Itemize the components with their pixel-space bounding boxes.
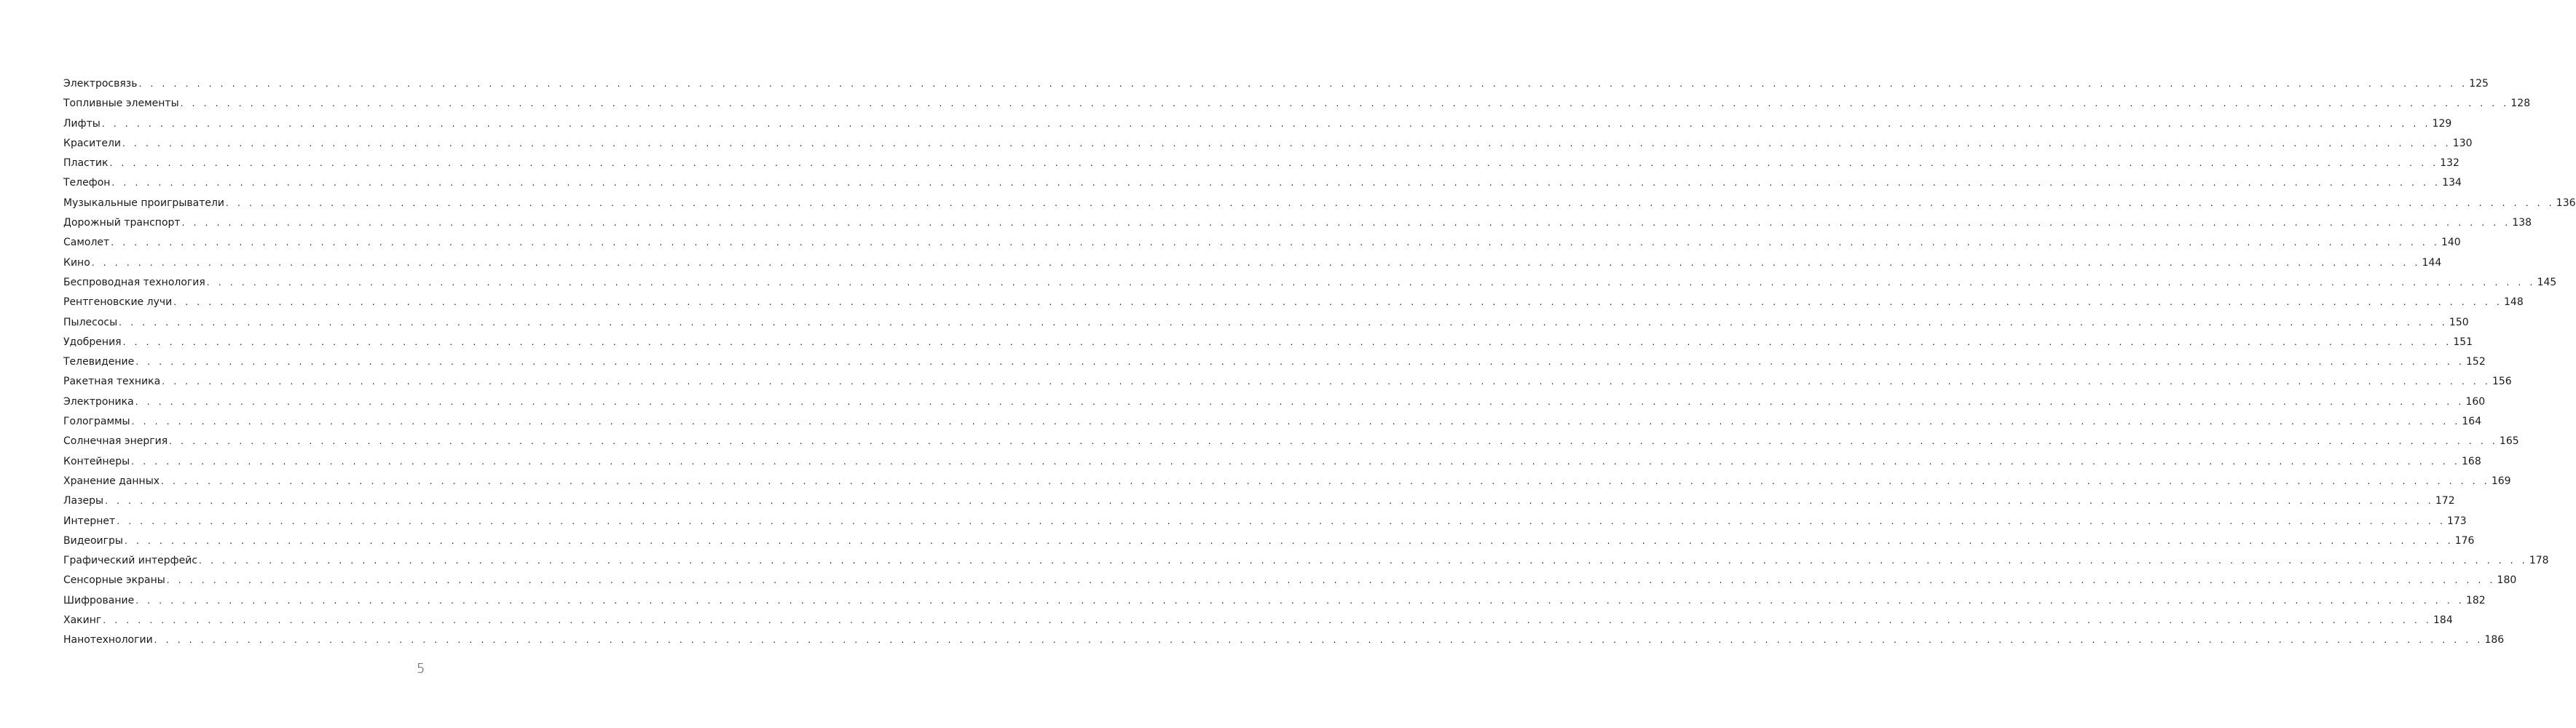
toc-entry-page: 180 — [2497, 574, 2517, 587]
toc-entry — [63, 233, 2461, 253]
dot-leader: . . . . . . . . . . . . . . . . . . . . . . . . . . . . . . . . . . . . . . . . . . . . . . . . . . . . . . . . . . . . . . . . . . . . . . . . . . . . . . . . . . . . . . . . . . . . . . . . . . . . . . . . . . . . . . . . . . . . . . . . . . . . . . . . . . . . . . . . . . . . . . . . . . . . . . . . . . . . . . . . . . . . . . . . . . . . . . . . . . . . . . . . . . . . . . . . . . . . . . . . — [226, 197, 2555, 208]
toc-entry-title: Лифты — [63, 117, 101, 130]
toc-entry — [63, 74, 2489, 94]
page-number: 5 — [417, 661, 425, 676]
toc-entry-page: 182 — [2465, 594, 2486, 606]
toc-entry-page: 168 — [2462, 455, 2481, 467]
toc-entry-page: 136 — [2556, 197, 2576, 209]
toc-entry-title: Телефон — [63, 177, 111, 189]
toc-entry-page: 156 — [2492, 376, 2512, 388]
toc-entry-page: 150 — [2449, 316, 2469, 328]
toc-entry-title: Солнечная энергия — [63, 435, 168, 448]
toc-entry — [63, 412, 2482, 432]
toc-entry-page: 173 — [2446, 515, 2467, 527]
toc-entry-title: Ракетная техника — [63, 376, 161, 388]
dot-leader: . . . . . . . . . . . . . . . . . . . . . . . . . . . . . . . . . . . . . . . . . . . . . . . . . . . . . . . . . . . . . . . . . . . . . . . . . . . . . . . . . . . . . . . . . . . . . . . . . . . . . . . . . . . . . . . . . . . . . . . . . . . . . . . . . . . . . . . . . . . . . . . . . . . . . . . . . . . . . . . . . . . . . . . . . . . . . . . . . . . . . . . . . . . . . . . . . . . . . . . . — [122, 336, 2452, 347]
toc-entry — [63, 571, 2517, 590]
toc-entry — [63, 194, 2576, 213]
table-of-contents — [63, 74, 2576, 651]
toc-entry-title: Видеоигры — [63, 534, 123, 547]
toc-entry-title: Нанотехнологии — [63, 634, 153, 646]
toc-entry-title: Беспроводная технология — [63, 276, 205, 288]
toc-entry-page: 148 — [2504, 296, 2524, 309]
toc-entry — [63, 134, 2473, 154]
toc-entry — [63, 472, 2511, 491]
toc-entry-page: 184 — [2433, 614, 2453, 627]
toc-entry-page: 138 — [2512, 217, 2532, 229]
toc-entry-title: Рентгеновские лучи — [63, 296, 173, 309]
toc-entry — [63, 452, 2481, 472]
toc-entry-title: Голограммы — [63, 416, 130, 428]
toc-entry-title: Кино — [63, 256, 90, 269]
toc-entry-title: Музыкальные проигрыватели — [63, 197, 225, 209]
toc-entry — [63, 213, 2532, 233]
toc-entry-title: Красители — [63, 137, 122, 149]
toc-entry-page: 129 — [2432, 117, 2452, 130]
toc-entry-title: Самолет — [63, 237, 110, 249]
dot-leader: . . . . . . . . . . . . . . . . . . . . . . . . . . . . . . . . . . . . . . . . . . . . . . . . . . . . . . . . . . . . . . . . . . . . . . . . . . . . . . . . . . . . . . . . . . . . . . . . . . . . . . . . . . . . . . . . . . . . . . . . . . . . . . . . . . . . . . . . . . . . . . . . . . . . . . . . . . . . . . . . . . . . . . . . . . . . . . . . . . . . . . . . . . . . . . . . . . . . . . . . — [119, 317, 2448, 328]
dot-leader: . . . . . . . . . . . . . . . . . . . . . . . . . . . . . . . . . . . . . . . . . . . . . . . . . . . . . . . . . . . . . . . . . . . . . . . . . . . . . . . . . . . . . . . . . . . . . . . . . . . . . . . . . . . . . . . . . . . . . . . . . . . . . . . . . . . . . . . . . . . . . . . . . . . . . . . . . . . . . . . . . . . . . . . . . . . . . . . . . . . . . . . . . . . . . . . . . . . . . . . . — [124, 535, 2454, 546]
toc-entry-page: 132 — [2440, 157, 2459, 170]
toc-entry-title: Электроника — [63, 395, 134, 408]
toc-entry-page: 130 — [2452, 137, 2473, 149]
toc-entry — [63, 114, 2452, 134]
dot-leader: . . . . . . . . . . . . . . . . . . . . . . . . . . . . . . . . . . . . . . . . . . . . . . . . . . . . . . . . . . . . . . . . . . . . . . . . . . . . . . . . . . . . . . . . . . . . . . . . . . . . . . . . . . . . . . . . . . . . . . . . . . . . . . . . . . . . . . . . . . . . . . . . . . . . . . . . . . . . . . . . . . . . . . . . . . . . . . . . . . . . . . . . . . . . . . . . . . . . . . . . — [111, 178, 2441, 189]
dot-leader: . . . . . . . . . . . . . . . . . . . . . . . . . . . . . . . . . . . . . . . . . . . . . . . . . . . . . . . . . . . . . . . . . . . . . . . . . . . . . . . . . . . . . . . . . . . . . . . . . . . . . . . . . . . . . . . . . . . . . . . . . . . . . . . . . . . . . . . . . . . . . . . . . . . . . . . . . . . . . . . . . . . . . . . . . . . . . . . . . . . . . . . . . . . . . . . . . . . . . . . . — [111, 237, 2440, 248]
toc-entry — [63, 491, 2455, 511]
toc-entry — [63, 372, 2512, 392]
toc-entry — [63, 630, 2505, 650]
toc-entry — [63, 273, 2557, 293]
toc-entry-title: Сенсорные экраны — [63, 574, 165, 587]
toc-entry — [63, 293, 2524, 312]
toc-entry-page: 165 — [2499, 435, 2519, 448]
toc-entry — [63, 432, 2519, 451]
toc-entry-page: 178 — [2529, 555, 2549, 567]
dot-leader: . . . . . . . . . . . . . . . . . . . . . . . . . . . . . . . . . . . . . . . . . . . . . . . . . . . . . . . . . . . . . . . . . . . . . . . . . . . . . . . . . . . . . . . . . . . . . . . . . . . . . . . . . . . . . . . . . . . . . . . . . . . . . . . . . . . . . . . . . . . . . . . . . . . . . . . . . . . . . . . . . . . . . . . . . . . . . . . . . . . . . . . . . . . . . . . . . . . . . . . . — [180, 98, 2510, 109]
toc-entry-page: 144 — [2422, 256, 2442, 269]
dot-leader: . . . . . . . . . . . . . . . . . . . . . . . . . . . . . . . . . . . . . . . . . . . . . . . . . . . . . . . . . . . . . . . . . . . . . . . . . . . . . . . . . . . . . . . . . . . . . . . . . . . . . . . . . . . . . . . . . . . . . . . . . . . . . . . . . . . . . . . . . . . . . . . . . . . . . . . . . . . . . . . . . . . . . . . . . . . . . . . . . . . . . . . . . . . . . . . . . . . . . . . . — [206, 277, 2536, 288]
toc-entry-page: 140 — [2441, 237, 2461, 249]
toc-entry-page: 169 — [2491, 475, 2511, 487]
toc-entry-page: 134 — [2442, 177, 2462, 189]
dot-leader: . . . . . . . . . . . . . . . . . . . . . . . . . . . . . . . . . . . . . . . . . . . . . . . . . . . . . . . . . . . . . . . . . . . . . . . . . . . . . . . . . . . . . . . . . . . . . . . . . . . . . . . . . . . . . . . . . . . . . . . . . . . . . . . . . . . . . . . . . . . . . . . . . . . . . . . . . . . . . . . . . . . . . . . . . . . . . . . . . . . . . . . . . . . . . . . . . . . . . . . . — [154, 635, 2484, 646]
toc-entry-title: Электросвязь — [63, 78, 138, 90]
dot-leader: . . . . . . . . . . . . . . . . . . . . . . . . . . . . . . . . . . . . . . . . . . . . . . . . . . . . . . . . . . . . . . . . . . . . . . . . . . . . . . . . . . . . . . . . . . . . . . . . . . . . . . . . . . . . . . . . . . . . . . . . . . . . . . . . . . . . . . . . . . . . . . . . . . . . . . . . . . . . . . . . . . . . . . . . . . . . . . . . . . . . . . . . . . . . . . . . . . . . . . . . — [161, 475, 2490, 486]
dot-leader: . . . . . . . . . . . . . . . . . . . . . . . . . . . . . . . . . . . . . . . . . . . . . . . . . . . . . . . . . . . . . . . . . . . . . . . . . . . . . . . . . . . . . . . . . . . . . . . . . . . . . . . . . . . . . . . . . . . . . . . . . . . . . . . . . . . . . . . . . . . . . . . . . . . . . . . . . . . . . . . . . . . . . . . . . . . . . . . . . . . . . . . . . . . . . . . . . . . . . . . . — [131, 456, 2460, 467]
toc-entry-title: Пылесосы — [63, 316, 118, 328]
toc-entry-page: 152 — [2466, 356, 2486, 368]
toc-entry-title: Дорожный транспорт — [63, 217, 181, 229]
toc-entry-title: Лазеры — [63, 495, 104, 507]
dot-leader: . . . . . . . . . . . . . . . . . . . . . . . . . . . . . . . . . . . . . . . . . . . . . . . . . . . . . . . . . . . . . . . . . . . . . . . . . . . . . . . . . . . . . . . . . . . . . . . . . . . . . . . . . . . . . . . . . . . . . . . . . . . . . . . . . . . . . . . . . . . . . . . . . . . . . . . . . . . . . . . . . . . . . . . . . . . . . . . . . . . . . . . . . . . . . . . . . . . . . . . . — [122, 138, 2451, 149]
toc-entry-title: Телевидение — [63, 356, 135, 368]
toc-entry-page: 186 — [2484, 634, 2505, 646]
toc-entry — [63, 333, 2473, 352]
toc-entry-page: 145 — [2537, 276, 2557, 288]
dot-leader: . . . . . . . . . . . . . . . . . . . . . . . . . . . . . . . . . . . . . . . . . . . . . . . . . . . . . . . . . . . . . . . . . . . . . . . . . . . . . . . . . . . . . . . . . . . . . . . . . . . . . . . . . . . . . . . . . . . . . . . . . . . . . . . . . . . . . . . . . . . . . . . . . . . . . . . . . . . . . . . . . . . . . . . . . . . . . . . . . . . . . . . . . . . . . . . . . . . . . . . . — [199, 555, 2528, 566]
toc-entry-page: 151 — [2453, 336, 2473, 348]
toc-entry-title: Пластик — [63, 157, 109, 170]
dot-leader: . . . . . . . . . . . . . . . . . . . . . . . . . . . . . . . . . . . . . . . . . . . . . . . . . . . . . . . . . . . . . . . . . . . . . . . . . . . . . . . . . . . . . . . . . . . . . . . . . . . . . . . . . . . . . . . . . . . . . . . . . . . . . . . . . . . . . . . . . . . . . . . . . . . . . . . . . . . . . . . . . . . . . . . . . . . . . . . . . . . . . . . . . . . . . . . . . . . . . . . . — [135, 357, 2465, 368]
dot-leader: . . . . . . . . . . . . . . . . . . . . . . . . . . . . . . . . . . . . . . . . . . . . . . . . . . . . . . . . . . . . . . . . . . . . . . . . . . . . . . . . . . . . . . . . . . . . . . . . . . . . . . . . . . . . . . . . . . . . . . . . . . . . . . . . . . . . . . . . . . . . . . . . . . . . . . . . . . . . . . . . . . . . . . . . . . . . . . . . . . . . . . . . . . . . . . . . . . . . . . . . — [166, 575, 2496, 586]
dot-leader: . . . . . . . . . . . . . . . . . . . . . . . . . . . . . . . . . . . . . . . . . . . . . . . . . . . . . . . . . . . . . . . . . . . . . . . . . . . . . . . . . . . . . . . . . . . . . . . . . . . . . . . . . . . . . . . . . . . . . . . . . . . . . . . . . . . . . . . . . . . . . . . . . . . . . . . . . . . . . . . . . . . . . . . . . . . . . . . . . . . . . . . . . . . . . . . . . . . . . . . . — [117, 515, 2446, 526]
toc-entry — [63, 392, 2486, 412]
toc-entry — [63, 94, 2531, 114]
toc-entry — [63, 611, 2453, 630]
toc-entry-title: Топливные элементы — [63, 98, 179, 110]
toc-entry — [63, 313, 2469, 333]
dot-leader: . . . . . . . . . . . . . . . . . . . . . . . . . . . . . . . . . . . . . . . . . . . . . . . . . . . . . . . . . . . . . . . . . . . . . . . . . . . . . . . . . . . . . . . . . . . . . . . . . . . . . . . . . . . . . . . . . . . . . . . . . . . . . . . . . . . . . . . . . . . . . . . . . . . . . . . . . . . . . . . . . . . . . . . . . . . . . . . . . . . . . . . . . . . . . . . . . . . . . . . . — [162, 376, 2491, 387]
toc-entry — [63, 551, 2549, 571]
dot-leader: . . . . . . . . . . . . . . . . . . . . . . . . . . . . . . . . . . . . . . . . . . . . . . . . . . . . . . . . . . . . . . . . . . . . . . . . . . . . . . . . . . . . . . . . . . . . . . . . . . . . . . . . . . . . . . . . . . . . . . . . . . . . . . . . . . . . . . . . . . . . . . . . . . . . . . . . . . . . . . . . . . . . . . . . . . . . . . . . . . . . . . . . . . . . . . . . . . . . . . . . — [91, 257, 2421, 268]
dot-leader: . . . . . . . . . . . . . . . . . . . . . . . . . . . . . . . . . . . . . . . . . . . . . . . . . . . . . . . . . . . . . . . . . . . . . . . . . . . . . . . . . . . . . . . . . . . . . . . . . . . . . . . . . . . . . . . . . . . . . . . . . . . . . . . . . . . . . . . . . . . . . . . . . . . . . . . . . . . . . . . . . . . . . . . . . . . . . . . . . . . . . . . . . . . . . . . . . . . . . . . . — [135, 396, 2465, 407]
toc-entry — [63, 591, 2486, 611]
toc-entry — [63, 531, 2475, 551]
toc-entry-page: 172 — [2435, 495, 2455, 507]
toc-entry-title: Контейнеры — [63, 455, 130, 467]
toc-entry-title: Интернет — [63, 515, 116, 527]
toc-entry — [63, 253, 2442, 273]
dot-leader: . . . . . . . . . . . . . . . . . . . . . . . . . . . . . . . . . . . . . . . . . . . . . . . . . . . . . . . . . . . . . . . . . . . . . . . . . . . . . . . . . . . . . . . . . . . . . . . . . . . . . . . . . . . . . . . . . . . . . . . . . . . . . . . . . . . . . . . . . . . . . . . . . . . . . . . . . . . . . . . . . . . . . . . . . . . . . . . . . . . . . . . . . . . . . . . . . . . . . . . . — [135, 595, 2465, 606]
toc-entry — [63, 352, 2486, 372]
toc-entry-page: 128 — [2510, 98, 2531, 110]
dot-leader: . . . . . . . . . . . . . . . . . . . . . . . . . . . . . . . . . . . . . . . . . . . . . . . . . . . . . . . . . . . . . . . . . . . . . . . . . . . . . . . . . . . . . . . . . . . . . . . . . . . . . . . . . . . . . . . . . . . . . . . . . . . . . . . . . . . . . . . . . . . . . . . . . . . . . . . . . . . . . . . . . . . . . . . . . . . . . . . . . . . . . . . . . . . . . . . . . . . . . . . . — [109, 158, 2439, 169]
toc-entry-title: Графический интерфейс — [63, 555, 198, 567]
toc-entry-title: Хакинг — [63, 614, 102, 627]
toc-entry-title: Хранение данных — [63, 475, 160, 487]
toc-entry-page: 125 — [2469, 78, 2489, 90]
toc-entry — [63, 512, 2467, 531]
dot-leader: . . . . . . . . . . . . . . . . . . . . . . . . . . . . . . . . . . . . . . . . . . . . . . . . . . . . . . . . . . . . . . . . . . . . . . . . . . . . . . . . . . . . . . . . . . . . . . . . . . . . . . . . . . . . . . . . . . . . . . . . . . . . . . . . . . . . . . . . . . . . . . . . . . . . . . . . . . . . . . . . . . . . . . . . . . . . . . . . . . . . . . . . . . . . . . . . . . . . . . . . — [169, 436, 2498, 447]
dot-leader: . . . . . . . . . . . . . . . . . . . . . . . . . . . . . . . . . . . . . . . . . . . . . . . . . . . . . . . . . . . . . . . . . . . . . . . . . . . . . . . . . . . . . . . . . . . . . . . . . . . . . . . . . . . . . . . . . . . . . . . . . . . . . . . . . . . . . . . . . . . . . . . . . . . . . . . . . . . . . . . . . . . . . . . . . . . . . . . . . . . . . . . . . . . . . . . . . . . . . . . . — [138, 79, 2468, 89]
dot-leader: . . . . . . . . . . . . . . . . . . . . . . . . . . . . . . . . . . . . . . . . . . . . . . . . . . . . . . . . . . . . . . . . . . . . . . . . . . . . . . . . . . . . . . . . . . . . . . . . . . . . . . . . . . . . . . . . . . . . . . . . . . . . . . . . . . . . . . . . . . . . . . . . . . . . . . . . . . . . . . . . . . . . . . . . . . . . . . . . . . . . . . . . . . . . . . . . . . . . . . . . — [131, 416, 2461, 427]
dot-leader: . . . . . . . . . . . . . . . . . . . . . . . . . . . . . . . . . . . . . . . . . . . . . . . . . . . . . . . . . . . . . . . . . . . . . . . . . . . . . . . . . . . . . . . . . . . . . . . . . . . . . . . . . . . . . . . . . . . . . . . . . . . . . . . . . . . . . . . . . . . . . . . . . . . . . . . . . . . . . . . . . . . . . . . . . . . . . . . . . . . . . . . . . . . . . . . . . . . . . . . . — [105, 496, 2434, 507]
toc-entry-page: 164 — [2462, 416, 2482, 428]
toc-entry-page: 176 — [2454, 534, 2475, 547]
toc-entry — [63, 154, 2459, 173]
toc-entry-title: Шифрование — [63, 594, 135, 606]
dot-leader: . . . . . . . . . . . . . . . . . . . . . . . . . . . . . . . . . . . . . . . . . . . . . . . . . . . . . . . . . . . . . . . . . . . . . . . . . . . . . . . . . . . . . . . . . . . . . . . . . . . . . . . . . . . . . . . . . . . . . . . . . . . . . . . . . . . . . . . . . . . . . . . . . . . . . . . . . . . . . . . . . . . . . . . . . . . . . . . . . . . . . . . . . . . . . . . . . . . . . . . . — [173, 297, 2502, 308]
dot-leader: . . . . . . . . . . . . . . . . . . . . . . . . . . . . . . . . . . . . . . . . . . . . . . . . . . . . . . . . . . . . . . . . . . . . . . . . . . . . . . . . . . . . . . . . . . . . . . . . . . . . . . . . . . . . . . . . . . . . . . . . . . . . . . . . . . . . . . . . . . . . . . . . . . . . . . . . . . . . . . . . . . . . . . . . . . . . . . . . . . . . . . . . . . . . . . . . . . . . . . . . — [101, 118, 2431, 129]
dot-leader: . . . . . . . . . . . . . . . . . . . . . . . . . . . . . . . . . . . . . . . . . . . . . . . . . . . . . . . . . . . . . . . . . . . . . . . . . . . . . . . . . . . . . . . . . . . . . . . . . . . . . . . . . . . . . . . . . . . . . . . . . . . . . . . . . . . . . . . . . . . . . . . . . . . . . . . . . . . . . . . . . . . . . . . . . . . . . . . . . . . . . . . . . . . . . . . . . . . . . . . . — [181, 218, 2511, 229]
toc-entry-title: Удобрения — [63, 336, 122, 348]
dot-leader: . . . . . . . . . . . . . . . . . . . . . . . . . . . . . . . . . . . . . . . . . . . . . . . . . . . . . . . . . . . . . . . . . . . . . . . . . . . . . . . . . . . . . . . . . . . . . . . . . . . . . . . . . . . . . . . . . . . . . . . . . . . . . . . . . . . . . . . . . . . . . . . . . . . . . . . . . . . . . . . . . . . . . . . . . . . . . . . . . . . . . . . . . . . . . . . . . . . . . . . . — [103, 615, 2432, 626]
toc-entry — [63, 173, 2462, 193]
toc-entry-page: 160 — [2465, 395, 2486, 408]
